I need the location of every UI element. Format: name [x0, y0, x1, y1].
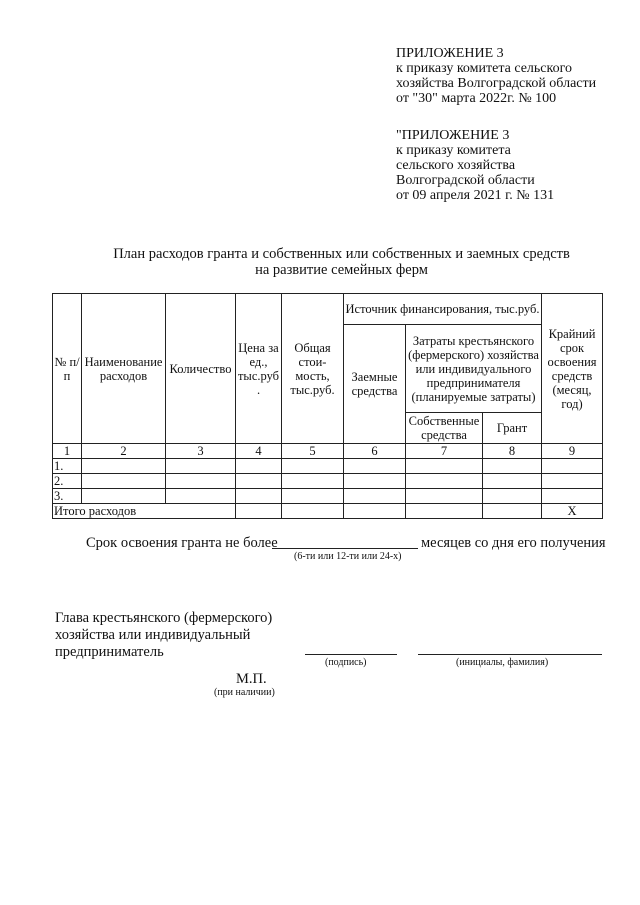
role-line: предприниматель — [55, 644, 164, 660]
header-own: Собственные средства — [406, 413, 483, 444]
appendix-line: сельского хозяйства — [396, 158, 516, 173]
header-name: Наименование расходов — [82, 294, 166, 444]
expense-plan-table — [52, 293, 603, 519]
appendix-line: ПРИЛОЖЕНИЕ 3 — [396, 46, 504, 61]
appendix-line: хозяйства Волгоградской области — [396, 76, 597, 91]
stamp-label: М.П. — [236, 671, 267, 687]
header-deadline: Крайний срок освоения средств (месяц, год) — [542, 294, 603, 444]
table-row — [53, 489, 603, 504]
header-farm-costs: Затраты крестьянского (фермерского) хозяйства или индивидуального предпринимателя (планируемые затраты) — [406, 325, 542, 413]
column-number: 2 — [82, 444, 166, 459]
column-number: 5 — [282, 444, 344, 459]
title-line-1: План расходов гранта и собственных или собственных и заемных средств — [113, 246, 570, 262]
header-grant: Грант — [483, 413, 542, 444]
column-number: 9 — [542, 444, 603, 459]
header-price: Цена за ед., тыс.руб . — [236, 294, 282, 444]
signature-hint: (подпись) — [325, 657, 367, 668]
table-row — [53, 474, 603, 489]
header-source: Источник финансирования, тыс.руб. — [344, 294, 542, 325]
total-mark: Х — [542, 504, 603, 519]
column-number: 1 — [53, 444, 82, 459]
signature-line — [305, 654, 397, 655]
column-number: 3 — [166, 444, 236, 459]
document-title — [0, 246, 640, 278]
row-number: 1. — [53, 459, 82, 474]
table-row — [53, 459, 603, 474]
grant-term-line — [86, 535, 278, 552]
stamp-hint: (при наличии) — [214, 687, 275, 698]
column-number: 7 — [406, 444, 483, 459]
total-label: Итого расходов — [53, 504, 236, 519]
appendix-line: от "30" марта 2022г. № 100 — [396, 91, 557, 106]
term-hint: (6-ти или 12-ти или 24-х) — [294, 551, 402, 562]
column-number: 4 — [236, 444, 282, 459]
column-number: 8 — [483, 444, 542, 459]
column-number: 6 — [344, 444, 406, 459]
name-hint: (инициалы, фамилия) — [456, 657, 549, 668]
appendix-header-previous — [396, 128, 554, 203]
appendix-line: от 09 апреля 2021 г. № 131 — [396, 188, 555, 203]
row-number: 2. — [53, 474, 82, 489]
appendix-line: к приказу комитета — [396, 143, 511, 158]
term-after: месяцев со дня его получения — [421, 535, 606, 551]
row-number: 3. — [53, 489, 82, 504]
term-before: Срок освоения гранта не более — [86, 535, 278, 551]
appendix-header-current — [396, 46, 596, 106]
header-qty: Количество — [166, 294, 236, 444]
appendix-line: "ПРИЛОЖЕНИЕ 3 — [396, 128, 510, 143]
appendix-line: к приказу комитета сельского — [396, 61, 573, 76]
title-line-2: на развитие семейных ферм — [255, 262, 428, 278]
header-no: № п/п — [53, 294, 82, 444]
column-numbers-row — [53, 444, 603, 459]
role-line: хозяйства или индивидуальный — [55, 627, 251, 643]
signatory-role — [55, 610, 272, 661]
role-line: Глава крестьянского (фермерского) — [55, 610, 273, 626]
term-input-line — [272, 548, 418, 549]
name-line — [418, 654, 602, 655]
total-row — [53, 504, 603, 519]
header-loan: Заемные средства — [344, 325, 406, 444]
appendix-line: Волгоградской области — [396, 173, 535, 188]
header-total: Общая стои- мость, тыс.руб. — [282, 294, 344, 444]
